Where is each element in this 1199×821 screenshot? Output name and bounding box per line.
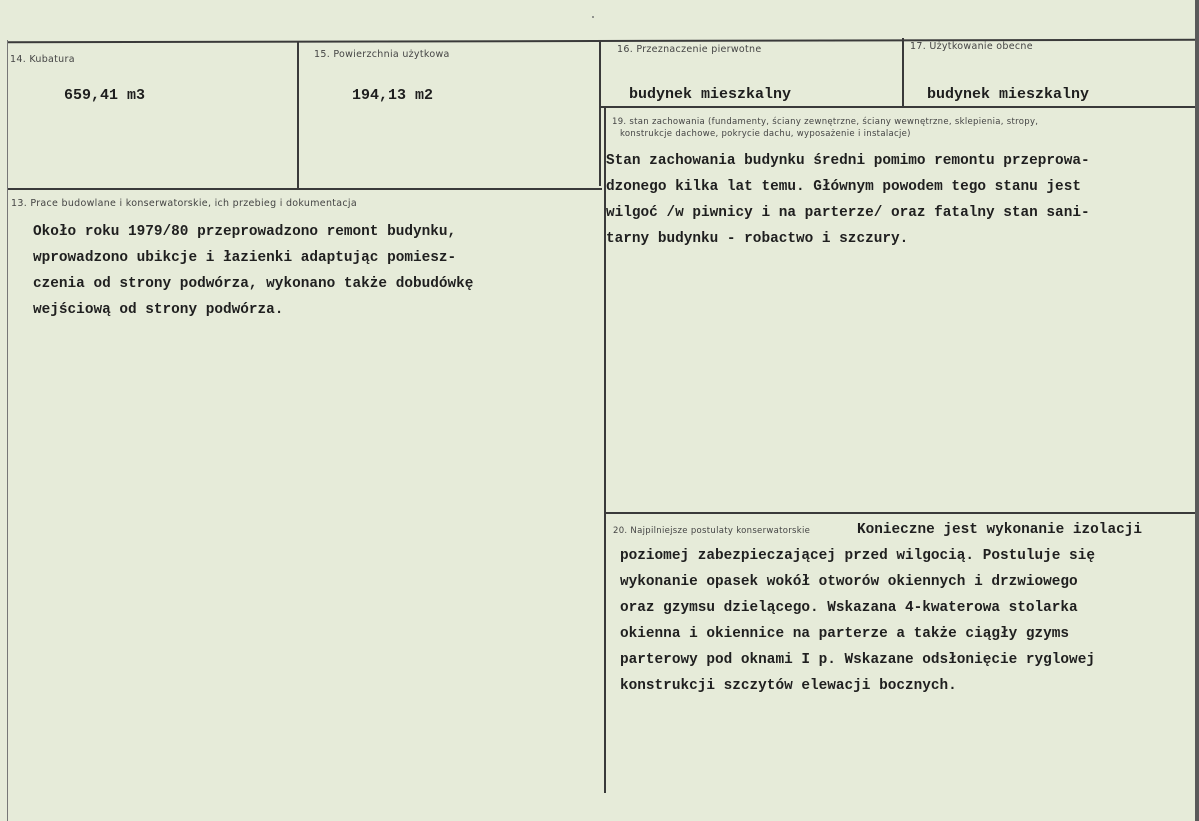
field-13-line: Około roku 1979/80 przeprowadzono remont budynku, — [33, 224, 457, 240]
field-19-line: wilgoć /w piwnicy i na parterze/ oraz fatalny stan sani- — [606, 205, 1090, 221]
field-19-label-line1: 19. stan zachowania (fundamenty, ściany zewnętrzne, ściany wewnętrzne, sklepienia, stropy, — [612, 117, 1039, 127]
field-13-line: wprowadzono ubikcje i łazienki adaptując pomiesz- — [33, 250, 457, 266]
field-15-value: 194,13 m2 — [352, 87, 434, 104]
rule-under-16-17 — [600, 106, 1199, 108]
right-edge — [1195, 0, 1199, 821]
field-20-text — [620, 543, 1095, 699]
rule-above-20 — [604, 512, 1199, 514]
field-20-first-line: Konieczne jest wykonanie izolacji — [857, 522, 1142, 538]
paper-speck — [592, 16, 594, 18]
field-17-value: budynek mieszkalny — [927, 86, 1090, 103]
field-20-line: okienna i okiennice na parterze a także ciągły gzyms — [620, 626, 1070, 642]
field-14-label: 14. Kubatura — [10, 54, 75, 65]
field-20-line: poziomej zabezpieczającej przed wilgocią. Postuluje się — [620, 548, 1095, 564]
rule-under-14-15 — [8, 188, 602, 190]
field-13-line: wejściową od strony podwórza. — [33, 302, 284, 318]
divider-14-15 — [297, 42, 299, 188]
field-16-label: 16. Przeznaczenie pierwotne — [617, 44, 762, 55]
field-13-label: 13. Prace budowlane i konserwatorskie, ich przebieg i dokumentacja — [11, 198, 357, 209]
field-15-label: 15. Powierzchnia użytkowa — [314, 49, 450, 60]
field-20-line: oraz gzymsu dzielącego. Wskazana 4-kwaterowa stolarka — [620, 600, 1078, 616]
field-20-line: wykonanie opasek wokół otworów okiennych i drzwiowego — [620, 574, 1078, 590]
field-16-value: budynek mieszkalny — [629, 86, 792, 103]
field-13-text — [33, 219, 473, 323]
left-column-edge — [7, 40, 8, 821]
field-19-label — [612, 116, 1192, 140]
field-19-line: dzonego kilka lat temu. Głównym powodem tego stanu jest — [606, 179, 1081, 195]
field-14-value: 659,41 m3 — [64, 87, 146, 104]
field-20-label: 20. Najpilniejsze postulaty konserwatorskie — [613, 526, 811, 536]
field-19-line: Stan zachowania budynku średni pomimo remontu przeprowa- — [606, 153, 1090, 169]
field-19-line: tarny budynku - robactwo i szczury. — [606, 231, 909, 247]
field-19-label-line2: konstrukcje dachowe, pokrycie dachu, wyposażenie i instalacje) — [620, 129, 911, 139]
field-19-text — [606, 148, 1090, 252]
field-17-label: 17. Użytkowanie obecne — [910, 41, 1033, 52]
field-20-line: parterowy pod oknami I p. Wskazane odsłonięcie ryglowej — [620, 652, 1095, 668]
divider-16-17 — [902, 38, 904, 108]
divider-15-16 — [599, 40, 601, 186]
field-20-line: konstrukcji szczytów elewacji bocznych. — [620, 678, 957, 694]
field-13-line: czenia od strony podwórza, wykonano także dobudówkę — [33, 276, 474, 292]
